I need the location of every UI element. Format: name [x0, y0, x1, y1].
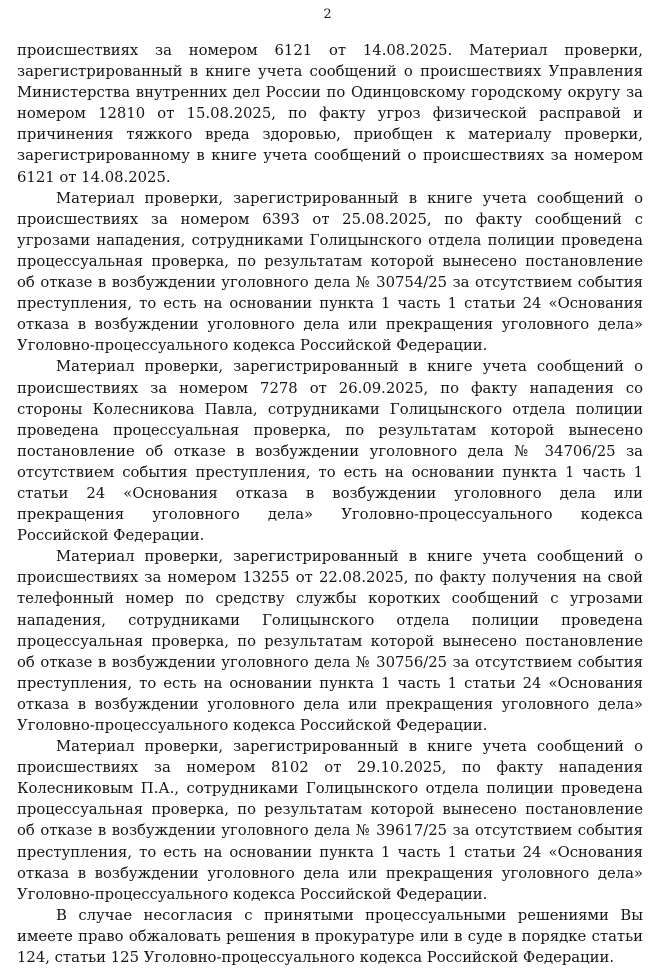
paragraph-material-6393: Материал проверки, зарегистрированный в книге учета сообщений о происшествиях за номером 6393 от 25.08.2025, по факту сообщений с угрозами нападения, сотрудниками Голицынского отдела полиции проведена процессуальная проверка, по результатам которой вынесено постановление об отказе в возбуждении уголовного дела № 30754/25 за отсутствием события преступления, то есть на основании пункта 1 часть 1 статьи 24 «Основания отказа в возбуждении уголовного дела или прекращения уголовного дела» Уголовно-процессуального кодекса Российской Федерации. — [17, 189, 643, 355]
paragraph-material-8102: Материал проверки, зарегистрированный в книге учета сообщений о происшествиях за номером 8102 от 29.10.2025, по факту нападения Колесниковым П.А., сотрудниками Голицынского отдела полиции проведена процессуальная проверка, по результатам которой вынесено постановление об отказе в возбуждении уголовного дела № 39617/25 за отсутствием события преступления, то есть на основании пункта 1 часть 1 статьи 24 «Основания отказа в возбуждении уголовного дела или прекращения уголовного дела» Уголовно-процессуального кодекса Российской Федерации. — [17, 738, 643, 903]
page-number: 2 — [323, 7, 332, 22]
paragraph-material-13255: Материал проверки, зарегистрированный в книге учета сообщений о происшествиях за номером 13255 от 22.08.2025, по факту получения на свой телефонный номер по средству службы коротких сообщений с угрозами нападения, сотрудниками Голицынского отдела полиции проведена процессуальная проверка, по результатам которой вынесено постановление об отказе в возбуждении уголовного дела № 30756/25 за отсутствием события преступления, то есть на основании пункта 1 часть 1 статьи 24 «Основания отказа в возбуждении уголовного дела или прекращения уголовного дела» Уголовно-процессуального кодекса Российской Федерации. — [17, 548, 643, 734]
paragraph-appeal-rights: В случае несогласия с принятыми процессуальными решениями Вы имеете право обжаловать решения в прокуратуре или в суде в порядке статьи 124, статьи 125 Уголовно-процессуального кодекса Российской Федерации. — [17, 906, 643, 967]
paragraph-continuation: происшествиях за номером 6121 от 14.08.2025. Материал проверки, зарегистрированный в книге учета сообщений о происшествиях Управления Министерства внутренних дел России по Одинцовскому городскому округу за номером 12810 от 15.08.2025, по факту угроз физической расправой и причинения тяжкого вреда здоровью, приобщен к материалу проверки, зарегистрированному в книге учета сообщений о происшествиях за номером 6121 от 14.08.2025. — [17, 42, 643, 186]
document-body — [17, 40, 643, 968]
paragraph-material-7278: Материал проверки, зарегистрированный в книге учета сообщений о происшествиях за номером 7278 от 26.09.2025, по факту нападения со стороны Колесникова Павла, сотрудниками Голицынского отдела полиции проведена процессуальная проверка, по результатам которой вынесено постановление об отказе в возбуждении уголовного дела № 34706/25 за отсутствием события преступления, то есть на основании пункта 1 часть 1 статьи 24 «Основания отказа в возбуждении уголовного дела или прекращения уголовного дела» Уголовно-процессуального кодекса Российской Федерации. — [17, 358, 643, 545]
